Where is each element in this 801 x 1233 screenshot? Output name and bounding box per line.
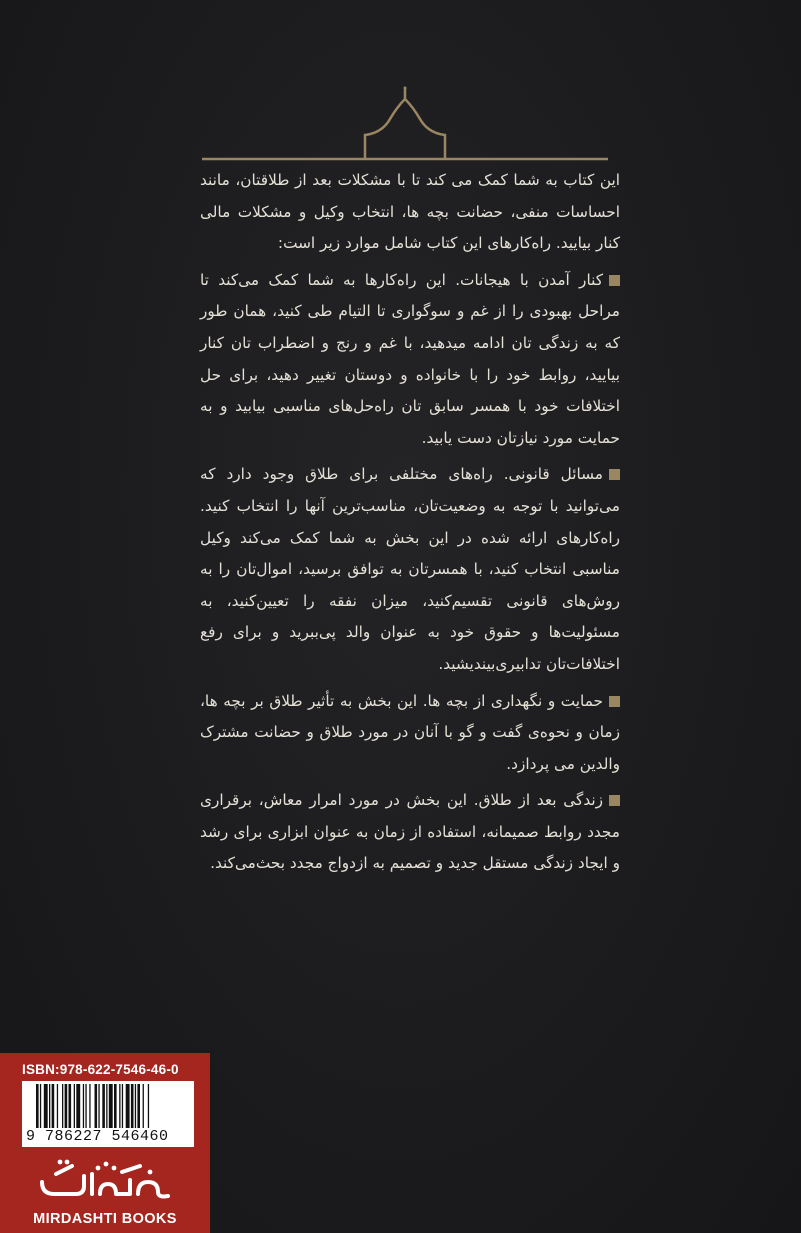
intro-paragraph: این کتاب به شما کمک می کند تا با مشکلات بعد از طلاقتان، مانند احساسات منفی، حضانت بچه ها، انتخاب وکیل و مشکلات مالی کنار بیایید. راه‌کارهای این کتاب شامل موارد زیر است:: [200, 171, 620, 253]
list-item-text: مسائل قانونی. راه‌های مختلفی برای طلاق وجود دارد که می‌توانید با توجه به وضعیت‌تان، مناسب‌ترین آنها را انتخاب کنید. راه‌کارهای ارائه شده در این بخش به شما کمک می‌کند وکیل مناسبی انتخاب کنید، با همسرتان به توافق برسید، اموال‌تان را به روش‌های قانونی تقسیم‌کنید، میزان نفقه را تعیین‌کنید، به مسئولیت‌ها و حقوق خود به عنوان والد پی‌ببرید و برای رفع اختلافات‌تان تدابیری‌بیندیشید.: [200, 465, 620, 673]
isbn-label: ISBN:978-622-7546-46-0: [22, 1062, 179, 1077]
list-item: [200, 686, 620, 781]
list-item: [200, 265, 620, 455]
barcode: [22, 1081, 194, 1147]
square-bullet-icon: [609, 795, 620, 806]
square-bullet-icon: [609, 275, 620, 286]
list-item-text: زندگی بعد از طلاق. این بخش در مورد امرار معاش، برقراری مجدد روابط صمیمانه، استفاده از زمان به عنوان ابزاری برای رشد و ایجاد زندگی مستقل جدید و تصمیم به ازدواج مجدد بحث‌می‌کند.: [200, 791, 620, 873]
list-item: [200, 785, 620, 880]
square-bullet-icon: [609, 696, 620, 707]
arch-ornament: [200, 85, 610, 165]
list-item: [200, 459, 620, 680]
barcode-bars: [36, 1084, 182, 1128]
barcode-panel: [0, 1053, 210, 1233]
list-item-text: کنار آمدن با هیجانات. این راه‌کارها به شما کمک می‌کند تا مراحل بهبودی را از غم و سوگواری تا التیام طی کنید، همان طور که به زندگی تان ادامه میدهید، با غم و رنج و اضطراب تان کنار بیایید، روابط خود را با خانواده و دوستان تغییر دهید، برای حل اختلافات خود با همسر سابق تان راه‌حل‌های مناسبی بیابید و به حمایت مورد نیازتان دست یابید.: [200, 270, 620, 447]
list-item-text: حمایت و نگهداری از بچه ها. این بخش به تأثیر طلاق بر بچه ها، زمان و نحوه‌ی گفت و گو با آنان در مورد طلاق و حضانت مشترک والدین می پردازد.: [200, 691, 620, 773]
publisher-name: MIRDASHTI BOOKS: [33, 1211, 177, 1227]
publisher-logo: [36, 1156, 176, 1201]
back-cover-description: [200, 165, 620, 880]
barcode-digits: 9 786227 546460: [26, 1128, 169, 1145]
square-bullet-icon: [609, 469, 620, 480]
